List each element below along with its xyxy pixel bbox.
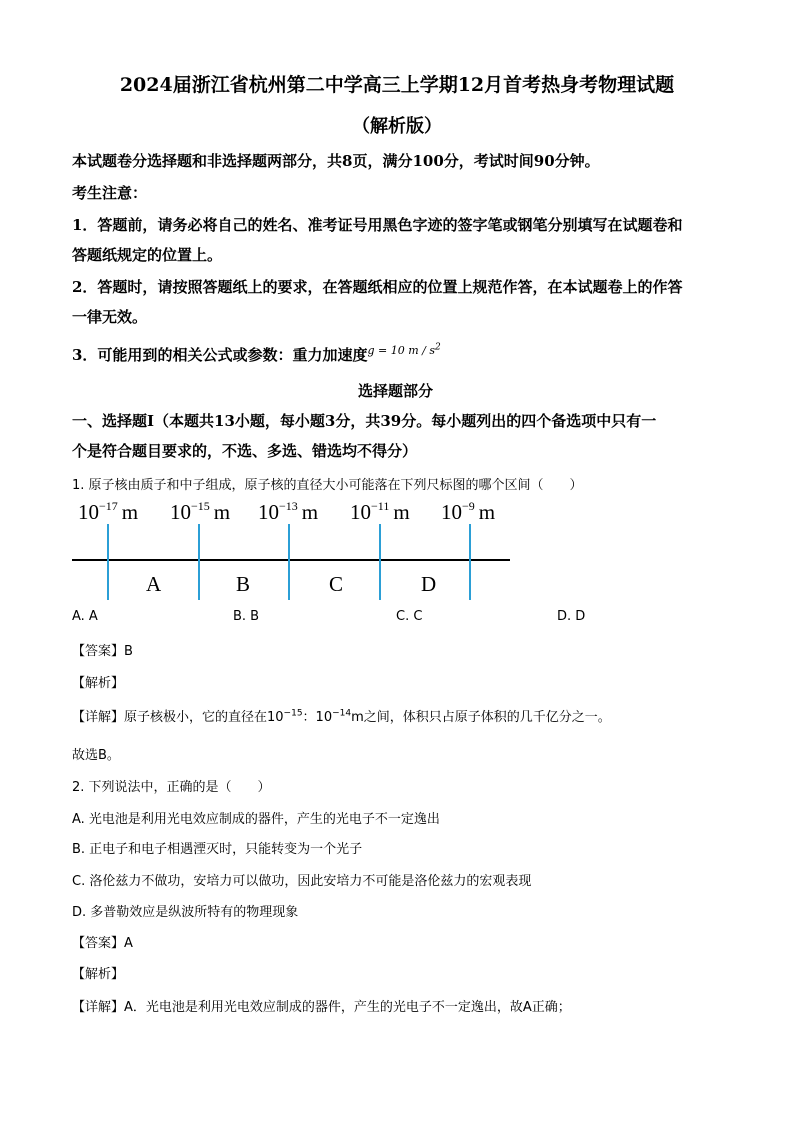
q1-conclusion: 故选B。 <box>72 748 120 763</box>
ruler-label-1-unit: m <box>121 500 139 524</box>
notice-3-text: 3．可能用到的相关公式或参数：重力加速度 <box>72 346 368 364</box>
q1-detail-exp-1: −15 <box>283 708 303 719</box>
ruler-label-4 <box>350 499 410 524</box>
q1-option-b: B. B <box>233 609 260 624</box>
document-subtitle: （解析版） <box>352 116 442 137</box>
gravity-formula <box>367 344 440 357</box>
ruler-label-3-exp: −13 <box>279 499 298 513</box>
ruler-region-c: C <box>329 572 344 596</box>
ruler-label-3-unit: m <box>301 500 319 524</box>
q2-answer: 【答案】A <box>72 936 133 951</box>
ruler-label-5-base: 10 <box>441 500 462 524</box>
q1-detail-part-3: m之间，体积只占原子体积的几千亿分之一。 <box>351 710 611 725</box>
section-title: 选择题部分 <box>358 382 434 400</box>
q2-option-b: B. 正电子和电子相遇湮灭时，只能转变为一个光子 <box>72 842 363 857</box>
q1-analysis-heading: 【解析】 <box>72 676 125 691</box>
q2-detail: 【详解】A．光电池是利用光电效应制成的器件，产生的光电子不一定逸出，故A正确； <box>72 1000 571 1015</box>
ruler-label-4-base: 10 <box>350 500 371 524</box>
q2-analysis-heading: 【解析】 <box>72 967 125 982</box>
ruler-label-5-exp: −9 <box>462 499 475 513</box>
q2-option-a: A. 光电池是利用光电效应制成的器件，产生的光电子不一定逸出 <box>72 812 440 827</box>
ruler-label-5-unit: m <box>478 500 496 524</box>
ruler-region-d: D <box>421 572 437 596</box>
ruler-label-3 <box>258 499 318 524</box>
notice-1-line-2: 答题纸规定的位置上。 <box>72 246 223 264</box>
document-title: 2024届浙江省杭州第二中学高三上学期12月首考热身考物理试题 <box>119 74 675 96</box>
q1-stem: 1. 原子核由质子和中子组成，原子核的直径大小可能落在下列尺标图的哪个区间（ ） <box>72 478 583 493</box>
ruler-label-1-base: 10 <box>78 500 99 524</box>
notice-heading: 考生注意： <box>72 184 148 202</box>
ruler-label-5 <box>441 499 495 524</box>
ruler-label-2-exp: −15 <box>191 499 210 513</box>
part1-line-2: 个是符合题目要求的，不选、多选、错选均不得分） <box>72 442 418 460</box>
ruler-label-4-exp: −11 <box>371 499 390 513</box>
q1-option-d: D. D <box>557 609 586 624</box>
q2-option-d: D. 多普勒效应是纵波所特有的物理现象 <box>72 905 299 920</box>
notice-1-line-1: 1．答题前，请务必将自己的姓名、准考证号用黑色字迹的签字笔或钢笔分别填写在试题卷和 <box>72 216 683 234</box>
q2-option-c: C. 洛伦兹力不做功，安培力可以做功，因此安培力不可能是洛伦兹力的宏观表现 <box>72 874 532 889</box>
ruler-label-2 <box>170 499 230 524</box>
q1-detail-part-1: 【详解】原子核极小，它的直径在10 <box>72 710 284 725</box>
notice-3 <box>72 344 441 365</box>
ruler-label-1-exp: −17 <box>99 499 118 513</box>
intro-text: 本试题卷分选择题和非选择题两部分，共8页，满分100分，考试时间90分钟。 <box>72 152 600 170</box>
ruler-label-2-unit: m <box>213 500 231 524</box>
ruler-label-2-base: 10 <box>170 500 191 524</box>
q1-answer: 【答案】B <box>72 644 133 659</box>
ruler-label-1 <box>78 499 138 524</box>
ruler-label-4-unit: m <box>393 500 410 524</box>
ruler-region-a: A <box>146 572 162 596</box>
gravity-formula-exponent: 2 <box>434 342 441 353</box>
q1-detail-part-2: ：10 <box>302 710 333 725</box>
q1-detail-exp-2: −14 <box>332 708 352 719</box>
q1-option-a: A. A <box>72 609 98 624</box>
scale-ruler-diagram <box>70 498 520 603</box>
gravity-formula-base: g = 10 m / s <box>367 344 435 357</box>
notice-2-line-2: 一律无效。 <box>72 308 148 326</box>
ruler-region-b: B <box>236 572 251 596</box>
part1-line-1: 一、选择题Ⅰ（本题共13小题，每小题3分，共39分。每小题列出的四个备选项中只有一 <box>72 412 657 430</box>
q1-option-c: C. C <box>396 609 423 624</box>
ruler-label-3-base: 10 <box>258 500 279 524</box>
q2-stem: 2. 下列说法中，正确的是（ ） <box>72 780 271 795</box>
q1-detail <box>72 706 611 725</box>
notice-2-line-1: 2．答题时，请按照答题纸上的要求，在答题纸相应的位置上规范作答，在本试题卷上的作答 <box>72 278 683 296</box>
